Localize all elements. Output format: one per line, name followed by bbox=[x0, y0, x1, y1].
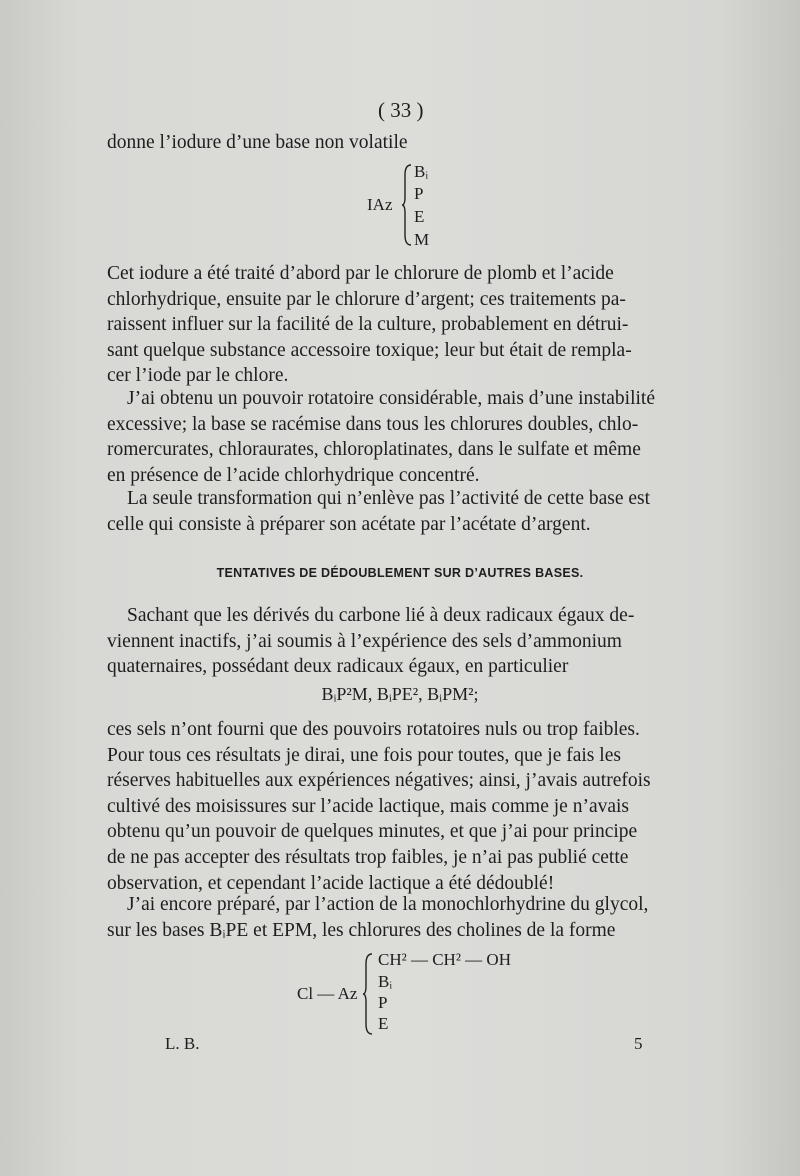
paragraph-5: ces sels n’ont fourni que des pouvoirs rotatoires nuls ou trop faibles. Pour tous ces résultats je dirai, une fois pour toutes, que je fais les réserves habituelles aux expériences négatives; ainsi, j’avais autrefois cultivé des moisissures sur l’acide lactique, mais comme je n’avais obtenu qu’un pouvoir de quelques minutes, et que j’ai pour principe de ne pas accepter des résultats trop faibles, je n’ai pas publié cette observation, et cependant l’acide lactique a été dédoublé! bbox=[107, 719, 651, 894]
formula1-item: M bbox=[414, 230, 430, 249]
formula2: BᵢP²M, BᵢPE², BᵢPM²; bbox=[321, 684, 479, 704]
formula3-item: E bbox=[378, 1014, 389, 1033]
formula1-item: P bbox=[414, 184, 424, 203]
formula3-item: P bbox=[378, 993, 388, 1012]
formula1-item: Bᵢ bbox=[414, 162, 429, 181]
formula3-prefix: Cl — Az bbox=[297, 984, 358, 1003]
paragraph-1: Cet iodure a été traité d’abord par le chlorure de plomb et l’acide chlorhydrique, ensuite par le chlorure d’argent; ces traitements pa- raissent influer sur la facilité de la culture, probablement en détrui- sant quelque substance accessoire toxique; leur but était de rempla- cer l’iode par le chlore. bbox=[107, 263, 632, 387]
page-number: ( 33 ) bbox=[378, 98, 424, 122]
paragraph-2: J’ai obtenu un pouvoir rotatoire considérable, mais d’une instabilité excessive; la base se racémise dans tous les chlorures doubles, chlo- romercurates, chloraurates, chloroplatinates, dans le sulfate et même en présence de l’acide chlorhydrique concentré. bbox=[107, 388, 655, 486]
paragraph-4: Sachant que les dérivés du carbone lié à deux radicaux égaux de- viennent inactifs, j’ai soumis à l’expérience des sels d’ammonium quaternaires, possédant deux radicaux égaux, en particulier bbox=[107, 605, 635, 678]
paragraph-3: La seule transformation qui n’enlève pas l’activité de cette base est celle qui consiste à préparer son acétate par l’acétate d’argent. bbox=[107, 488, 651, 535]
formula1-prefix: IAz bbox=[367, 195, 393, 214]
formula1-brace bbox=[401, 163, 413, 247]
formula1-item: E bbox=[414, 207, 425, 226]
footer-sheet-number: 5 bbox=[634, 1034, 643, 1053]
footer-signature: L. B. bbox=[165, 1034, 200, 1053]
paragraph-6: J’ai encore préparé, par l’action de la monochlorhydrine du glycol, sur les bases BᵢPE et EPM, les chlorures des cholines de la forme bbox=[107, 894, 649, 941]
formula3-item: CH² — CH² — OH bbox=[378, 950, 511, 969]
intro-line: donne l’iodure d’une base non volatile bbox=[107, 132, 408, 153]
section-heading: TENTATIVES DE DÉDOUBLEMENT SUR D’AUTRES BASES. bbox=[216, 566, 584, 580]
formula3-brace bbox=[362, 952, 374, 1036]
formula3-item: Bᵢ bbox=[378, 972, 393, 991]
